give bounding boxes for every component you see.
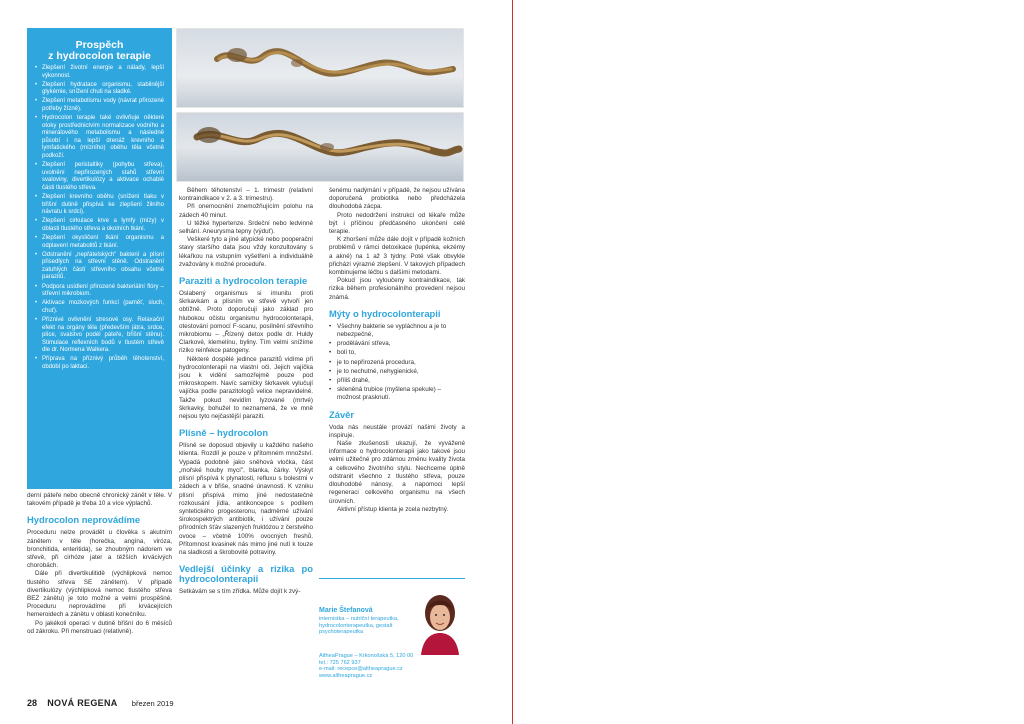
myth-item: • příliš drahé,: [329, 377, 465, 385]
benefit-item: • Zlepšení peristaltiky (pohybu střeva), uvolnění nepřirozených stahů střevní svaloviny, divertikulózy a aktivace ochablé části tlustého střeva.: [35, 162, 164, 192]
contact-website[interactable]: www.altheaprague.cz: [319, 672, 373, 679]
paragraph: Proto nedodržení instrukcí od lékaře může být i příčinou předčasného ukončení celé terapie.: [329, 211, 465, 236]
myth-item: • je to nechutné, nehygienické,: [329, 368, 465, 376]
benefit-item: • Odstranění „nepřátelských" bakterií a plísní přisedlých na střevní stěně. Odstranění zatuhlých částí střevního obsahu včetně parazitů.: [35, 252, 164, 282]
paragraph: Některé dospělé jedince parazitů vidíme při hydrocolonterapii na vlastní oči. Jejich vajíčka jsou k vidění samozřejmě pouze pod mikroskopem. Navíc samičky škrkavek vylučují vajíčka podle parazitologů velice nepravidelně. Takže pokud nevidím lyzované (mrtvé) škrkavky, bohužel to neznamená, že ve mně nejsou tyto nejčastější paraziti.: [179, 355, 313, 421]
author-box: [319, 578, 465, 688]
column-1-intro: derní páteře nebo obecně chronický zánět v těle. V takovém případě je třeba 10 a více výplachů.: [27, 492, 172, 508]
benefit-item: • Zlepšení hydratace organismu, stabilnější glykémie, snížení chuti na sladké.: [35, 82, 164, 97]
benefit-item: • Příznivé ovlivnění stresové osy. Relaxační efekt na orgány těla (především játra, srdce, plíce, svalstvo podél páteře, břišní stěnu). Stimulace reflexních bodů v tlustém střevě dle dr. Normena Walkera.: [35, 317, 164, 355]
paragraph: Během těhotenství – 1. trimestr (relativní kontraindikace v 2. a 3. trimestru).: [179, 187, 313, 203]
right-page-blank: [512, 0, 1024, 724]
paragraph: Aktivní přístup klienta je zcela nezbytný.: [337, 505, 449, 513]
benefit-item: • Zlepšení metabolismu vody (návrat přirozené potřeby žízně).: [35, 98, 164, 113]
myth-item: • prodělávání střeva,: [329, 340, 465, 348]
paragraph: Voda nás neustále provází našimi životy a inspiruje.: [329, 423, 465, 439]
contact-email[interactable]: e-mail: recepce@altheaprague.cz: [319, 666, 403, 673]
heading-parasites: Paraziti a hydrocolon terapie: [179, 275, 308, 287]
stool-sample-photo-2: [176, 112, 464, 182]
myth-item: • je to nepřirozená procedura,: [329, 359, 465, 367]
heading-side-effects: Vedlejší účinky a rizika po hydrocolonterapii: [179, 563, 313, 585]
benefits-title: [35, 40, 164, 62]
column-3: [329, 187, 465, 514]
benefit-item: • Podpora usídlení přirozené bakteriální flóry – střevní mikrobiom.: [35, 284, 164, 299]
paragraph: Veškeré tyto a jiné atypické nebo pooperační stavy staršího data jsou vždy konzultovány s lékařkou na vstupním vyšetření a individuálně zvažovány k možné proceduře.: [179, 236, 313, 268]
paragraph: Pokud jsou vyloučeny kontraindikace, tak rizika během profesionálního provedení nejsou známá.: [329, 277, 465, 301]
paragraph: Po jakékoli operaci v dutině břišní do 6 měsíců od zákroku. Při menstruaci (relativně).: [27, 619, 172, 635]
benefits-box: [27, 28, 172, 489]
benefit-item: • Příprava na příznivý průběh těhotenství, období po laktaci.: [35, 356, 164, 371]
heading-contraindications: Hydrocolon neprovádíme: [27, 514, 141, 526]
myth-item: • Všechny bakterie se vypláchnou a je to nebezpečné,: [329, 323, 465, 339]
page-footer: [27, 698, 174, 708]
benefit-item: • Zlepšení krevního oběhu (snížení tlaku v břišní dutině přispívá ke zlepšení žilního návratu k srdci).: [35, 194, 164, 217]
magazine-name: NOVÁ REGENA: [47, 698, 118, 708]
paragraph: K zhoršení může dále dojít v případě kožních problémů v rámci detoxikace (lupénka, ekzémy a akné) na 1 až 3 týdny. Poté však obvykle přichází výrazné zlepšení. V takových případech kombinujeme léčbu s dalšími metodami.: [329, 236, 465, 277]
paragraph: Plísně se doposud objevily u každého našeho klienta. Rozdíl je pouze v přítomném množství. Vypadá podobně jako sněhová vločka, část „mořské houby mycí", blanka, čárky. Výskyt plísní přispívá k plynatosti, refluxu s bolestmi v zádech a v břiše, snadné únavnosti. K vzniku plísní přispívá mimo jiné nedostatečné rozkousání jídla, antikoncepce s podílem syntetického progesteronu, nadměrné užívání širokospektrých antibiotik, i užívání pouze přírodních šťáv slazených fruktózou z čerstvého ovoce – včetně 100% ovocných freshů. Přítomnost kvasinek nás mimo jiné nutí k touze na sladkosti a škrobovité potraviny.: [179, 442, 313, 556]
benefit-item: • Zlepšení cirkulace krve a lymfy (mízy) v oblasti tlustého střeva a okolních tkání.: [35, 218, 164, 233]
paragraph: Naše zkušenosti ukazují, že vyvážené informace o hydrocolonterapii jako takové jsou velmi užitečné pro zdárnou změnu kvality života a celkového životního stylu. Nechceme úplně odstranit všechno z tlustého střeva, pouze dlouhodobé nánosy, a napomoci lepší regeneraci celkového organismu na všech úrovních.: [329, 440, 465, 505]
heading-molds: Plísně – hydrocolon: [179, 427, 269, 439]
contact-phone: tel.: 725 762 937: [319, 659, 361, 666]
paragraph: U těžké hypertenze. Srdeční nebo ledvinné selhání. Aneurysma tepny (výduť).: [179, 219, 313, 236]
page-number: 28: [27, 698, 38, 708]
benefit-item: • Hydrocolon terapie také ovlivňuje některé otoky prostřednictvím normalizace vodního a minerálového metabolismu a následně působí i na lepší drenáž krevního a lymfatického (mízního) oběhu těla včetně podkoží.: [35, 115, 164, 161]
benefits-list: [35, 65, 164, 372]
myth-item: • skleněná trubice (myšlena spekule) – možnost prasknutí.: [329, 386, 465, 402]
author-contact: [319, 653, 459, 679]
benefit-item: • Zlepšení okysličení tkání organismu a odplavení metabolitů z tkání.: [35, 235, 164, 250]
column-2: [179, 187, 313, 596]
author-portrait: [415, 585, 465, 655]
benefits-title-line1: Prospěch: [75, 39, 124, 51]
heading-myths: Mýty o hydrocolonterapii: [329, 307, 441, 319]
contact-address: AltheaPrague – Krkonošská 5, 120 00: [319, 653, 414, 659]
myths-list: [329, 323, 465, 403]
myth-item: • bolí to,: [329, 349, 465, 357]
issue-date: březen 2019: [131, 699, 174, 708]
benefit-item: • Aktivace mozkových funkcí (paměť, sluch, chuť).: [35, 300, 164, 315]
benefits-title-line2: z hydrocolon terapie: [48, 50, 151, 62]
paragraph: šenému nadýmání v případě, že nejsou užívána doporučená probiotika nebo předcházela dlouhodobá zácpa.: [329, 187, 465, 211]
paragraph: Setkávám se s tím zřídka. Může dojít k zvý-: [179, 588, 301, 596]
heading-conclusion: Závěr: [329, 408, 355, 420]
paragraph: Proceduru nelze provádět u člověka s akutním zánětem v těle (horečka, angína, viróza, bronchitida, enteritida), se zhoubným nádorem ve střevě, při cirhóze jater a těžších krvácivých chorobách.: [27, 529, 172, 570]
stool-sample-photo-1: [176, 28, 464, 108]
paragraph: Dále při divertikulitidě (výchlipková nemoc tlustého střeva SE zánětem). V případě divertikulózy (výchlipková nemoc tlustého střeva BEZ zánětu) je toto možné a velmi prospěšné. Proceduru neprovádíme při krvácejících hemeroidech a zánětu v oblasti konečníku.: [27, 570, 172, 619]
paragraph: Při onemocnění znemožňujícím polohu na zádech 40 minut.: [179, 203, 313, 219]
author-role: internistka – nutriční terapeutka, hydrocolonterapeutka, gestalt psychoterapeutka: [319, 616, 399, 636]
column-1: [27, 492, 172, 636]
paragraph: Oslabený organismus si imunitu proti škrkavkám a plísním ve střevě vytvoří jen obtížně. Proto doporučuji jako základ pro hlubokou očistu organismu hydrocolonterapii, otestování pomocí F-scanu, posílnění střevního mikrobiomu – „Řízený detox podle dr. Huldy Clarkové, klemelínu, byliny. Tím velmi snížíme riziko reinfekce patogeny.: [179, 290, 313, 355]
benefit-item: • Zlepšení životní energie a nálady, lepší výkonnost.: [35, 65, 164, 80]
author-name: Marie Štefanová: [319, 607, 373, 614]
